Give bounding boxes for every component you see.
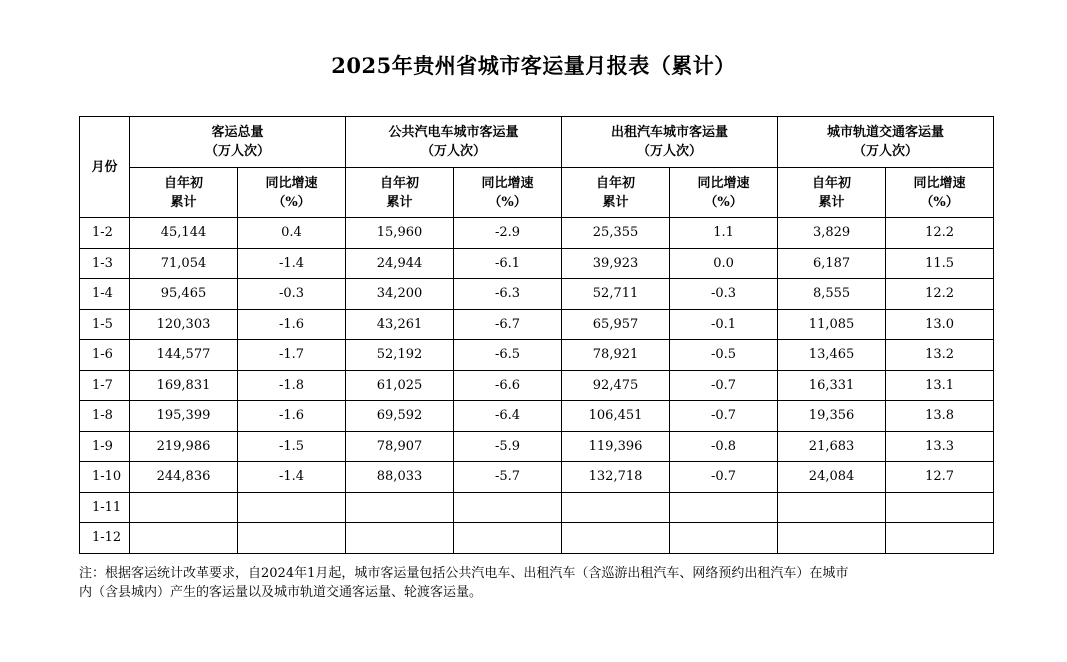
report-table bbox=[79, 116, 994, 554]
cell-rail-yoy: 13.1 bbox=[886, 370, 994, 401]
cell-taxi-yoy: -0.5 bbox=[670, 340, 778, 371]
table-row bbox=[80, 279, 994, 310]
cell-bus-cumulative: 69,592 bbox=[346, 401, 454, 432]
cell-rail-cumulative: 3,829 bbox=[778, 218, 886, 249]
cell-taxi-cumulative: 132,718 bbox=[562, 462, 670, 493]
cell-rail-cumulative bbox=[778, 492, 886, 523]
subheader-yoy bbox=[886, 168, 994, 218]
cell-bus-cumulative bbox=[346, 492, 454, 523]
header-group-name: 出租汽车城市客运量 bbox=[611, 125, 729, 140]
cell-rail-cumulative: 13,465 bbox=[778, 340, 886, 371]
cell-rail-cumulative: 11,085 bbox=[778, 309, 886, 340]
cell-bus-yoy: -6.6 bbox=[454, 370, 562, 401]
cell-bus-yoy: -6.5 bbox=[454, 340, 562, 371]
cell-total-cumulative: 95,465 bbox=[130, 279, 238, 310]
cell-month: 1-7 bbox=[80, 370, 130, 401]
cell-rail-yoy: 13.8 bbox=[886, 401, 994, 432]
cell-month: 1-11 bbox=[80, 492, 130, 523]
cell-total-yoy: -1.5 bbox=[238, 431, 346, 462]
cell-total-yoy: -1.4 bbox=[238, 462, 346, 493]
subheader-line: 自年初 bbox=[596, 175, 636, 191]
header-group-unit: （万人次） bbox=[421, 144, 487, 159]
header-group-rail bbox=[778, 117, 994, 168]
cell-taxi-yoy: -0.8 bbox=[670, 431, 778, 462]
cell-total-yoy: -1.8 bbox=[238, 370, 346, 401]
table-row bbox=[80, 523, 994, 554]
cell-taxi-cumulative: 119,396 bbox=[562, 431, 670, 462]
table-row bbox=[80, 218, 994, 249]
subheader-line: 同比增速 bbox=[265, 175, 318, 191]
cell-total-cumulative: 144,577 bbox=[130, 340, 238, 371]
cell-rail-yoy: 13.3 bbox=[886, 431, 994, 462]
table-row bbox=[80, 462, 994, 493]
cell-rail-cumulative: 19,356 bbox=[778, 401, 886, 432]
cell-rail-yoy bbox=[886, 492, 994, 523]
cell-total-yoy: -0.3 bbox=[238, 279, 346, 310]
cell-total-cumulative: 244,836 bbox=[130, 462, 238, 493]
cell-rail-yoy bbox=[886, 523, 994, 554]
cell-taxi-cumulative: 78,921 bbox=[562, 340, 670, 371]
cell-bus-cumulative: 61,025 bbox=[346, 370, 454, 401]
header-group-unit: （万人次） bbox=[637, 144, 703, 159]
cell-taxi-cumulative bbox=[562, 523, 670, 554]
cell-total-yoy bbox=[238, 492, 346, 523]
subheader-line: 累计 bbox=[170, 194, 197, 210]
cell-rail-yoy: 12.7 bbox=[886, 462, 994, 493]
cell-taxi-cumulative: 25,355 bbox=[562, 218, 670, 249]
cell-rail-cumulative bbox=[778, 523, 886, 554]
table-row bbox=[80, 370, 994, 401]
cell-total-cumulative: 71,054 bbox=[130, 248, 238, 279]
cell-taxi-cumulative bbox=[562, 492, 670, 523]
header-group-bus bbox=[346, 117, 562, 168]
table-body bbox=[80, 218, 994, 554]
cell-total-cumulative bbox=[130, 523, 238, 554]
cell-month: 1-2 bbox=[80, 218, 130, 249]
cell-taxi-cumulative: 106,451 bbox=[562, 401, 670, 432]
cell-bus-cumulative: 52,192 bbox=[346, 340, 454, 371]
cell-total-cumulative bbox=[130, 492, 238, 523]
cell-taxi-yoy: -0.7 bbox=[670, 401, 778, 432]
cell-rail-cumulative: 16,331 bbox=[778, 370, 886, 401]
cell-total-yoy: -1.6 bbox=[238, 309, 346, 340]
subheader-line: 累计 bbox=[818, 194, 845, 210]
cell-bus-yoy: -6.1 bbox=[454, 248, 562, 279]
subheader-line: 同比增速 bbox=[913, 175, 966, 191]
subheader-line: 自年初 bbox=[380, 175, 420, 191]
cell-bus-yoy: -6.7 bbox=[454, 309, 562, 340]
header-group-name: 城市轨道交通客运量 bbox=[827, 125, 945, 140]
cell-taxi-yoy bbox=[670, 492, 778, 523]
cell-bus-yoy: -6.4 bbox=[454, 401, 562, 432]
cell-rail-cumulative: 24,084 bbox=[778, 462, 886, 493]
cell-total-yoy bbox=[238, 523, 346, 554]
cell-month: 1-8 bbox=[80, 401, 130, 432]
cell-rail-cumulative: 21,683 bbox=[778, 431, 886, 462]
cell-taxi-cumulative: 65,957 bbox=[562, 309, 670, 340]
subheader-line: （%） bbox=[920, 194, 959, 210]
cell-month: 1-6 bbox=[80, 340, 130, 371]
table-row bbox=[80, 309, 994, 340]
subheader-line: 自年初 bbox=[812, 175, 852, 191]
cell-rail-yoy: 13.0 bbox=[886, 309, 994, 340]
cell-taxi-yoy: -0.1 bbox=[670, 309, 778, 340]
cell-bus-cumulative: 88,033 bbox=[346, 462, 454, 493]
cell-total-cumulative: 195,399 bbox=[130, 401, 238, 432]
cell-bus-yoy: -5.7 bbox=[454, 462, 562, 493]
header-group-name: 公共汽电车城市客运量 bbox=[388, 125, 519, 140]
subheader-line: （%） bbox=[488, 194, 527, 210]
cell-bus-cumulative bbox=[346, 523, 454, 554]
table-row bbox=[80, 248, 994, 279]
subheader-yoy bbox=[454, 168, 562, 218]
cell-total-yoy: -1.7 bbox=[238, 340, 346, 371]
table-row bbox=[80, 431, 994, 462]
cell-month: 1-4 bbox=[80, 279, 130, 310]
cell-taxi-yoy: 0.0 bbox=[670, 248, 778, 279]
cell-bus-cumulative: 24,944 bbox=[346, 248, 454, 279]
cell-bus-cumulative: 34,200 bbox=[346, 279, 454, 310]
cell-bus-yoy bbox=[454, 492, 562, 523]
subheader-line: 同比增速 bbox=[697, 175, 750, 191]
header-group-total bbox=[130, 117, 346, 168]
footnote bbox=[79, 564, 989, 602]
cell-taxi-yoy: 1.1 bbox=[670, 218, 778, 249]
cell-month: 1-3 bbox=[80, 248, 130, 279]
subheader-yoy bbox=[238, 168, 346, 218]
cell-total-cumulative: 219,986 bbox=[130, 431, 238, 462]
footnote-line: 内（含县城内）产生的客运量以及城市轨道交通客运量、轮渡客运量。 bbox=[79, 585, 483, 600]
subheader-line: 自年初 bbox=[163, 175, 203, 191]
cell-rail-cumulative: 8,555 bbox=[778, 279, 886, 310]
header-month: 月份 bbox=[80, 117, 130, 218]
cell-bus-yoy: -2.9 bbox=[454, 218, 562, 249]
subheader-yoy bbox=[670, 168, 778, 218]
cell-month: 1-10 bbox=[80, 462, 130, 493]
header-group-name: 客运总量 bbox=[211, 125, 264, 140]
subheader-cumulative bbox=[130, 168, 238, 218]
cell-total-cumulative: 45,144 bbox=[130, 218, 238, 249]
cell-bus-cumulative: 43,261 bbox=[346, 309, 454, 340]
subheader-cumulative bbox=[346, 168, 454, 218]
cell-total-yoy: -1.4 bbox=[238, 248, 346, 279]
cell-total-yoy: 0.4 bbox=[238, 218, 346, 249]
cell-month: 1-9 bbox=[80, 431, 130, 462]
header-row-subcolumns bbox=[80, 168, 994, 218]
cell-rail-yoy: 12.2 bbox=[886, 279, 994, 310]
cell-rail-cumulative: 6,187 bbox=[778, 248, 886, 279]
table-row bbox=[80, 340, 994, 371]
cell-rail-yoy: 11.5 bbox=[886, 248, 994, 279]
cell-bus-cumulative: 15,960 bbox=[346, 218, 454, 249]
cell-taxi-yoy: -0.3 bbox=[670, 279, 778, 310]
cell-bus-yoy: -5.9 bbox=[454, 431, 562, 462]
subheader-cumulative bbox=[778, 168, 886, 218]
subheader-line: 累计 bbox=[602, 194, 629, 210]
header-group-unit: （万人次） bbox=[853, 144, 919, 159]
subheader-line: 累计 bbox=[386, 194, 413, 210]
cell-taxi-cumulative: 92,475 bbox=[562, 370, 670, 401]
subheader-line: 同比增速 bbox=[481, 175, 534, 191]
cell-bus-yoy: -6.3 bbox=[454, 279, 562, 310]
cell-taxi-cumulative: 52,711 bbox=[562, 279, 670, 310]
cell-total-yoy: -1.6 bbox=[238, 401, 346, 432]
cell-total-cumulative: 169,831 bbox=[130, 370, 238, 401]
subheader-line: （%） bbox=[272, 194, 311, 210]
page-title: 2025年贵州省城市客运量月报表（累计） bbox=[331, 53, 736, 78]
cell-rail-yoy: 13.2 bbox=[886, 340, 994, 371]
cell-taxi-yoy: -0.7 bbox=[670, 462, 778, 493]
header-row-groups bbox=[80, 117, 994, 168]
header-group-unit: （万人次） bbox=[205, 144, 271, 159]
cell-month: 1-5 bbox=[80, 309, 130, 340]
cell-taxi-yoy bbox=[670, 523, 778, 554]
footnote-line: 注：根据客运统计改革要求，自2024年1月起，城市客运量包括公共汽电车、出租汽车（含巡游出租汽车、网络预约出租汽车）在城市 bbox=[79, 566, 849, 581]
header-group-taxi bbox=[562, 117, 778, 168]
subheader-cumulative bbox=[562, 168, 670, 218]
table-row bbox=[80, 492, 994, 523]
cell-bus-cumulative: 78,907 bbox=[346, 431, 454, 462]
cell-total-cumulative: 120,303 bbox=[130, 309, 238, 340]
cell-bus-yoy bbox=[454, 523, 562, 554]
cell-rail-yoy: 12.2 bbox=[886, 218, 994, 249]
subheader-line: （%） bbox=[704, 194, 743, 210]
cell-taxi-cumulative: 39,923 bbox=[562, 248, 670, 279]
cell-taxi-yoy: -0.7 bbox=[670, 370, 778, 401]
cell-month: 1-12 bbox=[80, 523, 130, 554]
table-row bbox=[80, 401, 994, 432]
